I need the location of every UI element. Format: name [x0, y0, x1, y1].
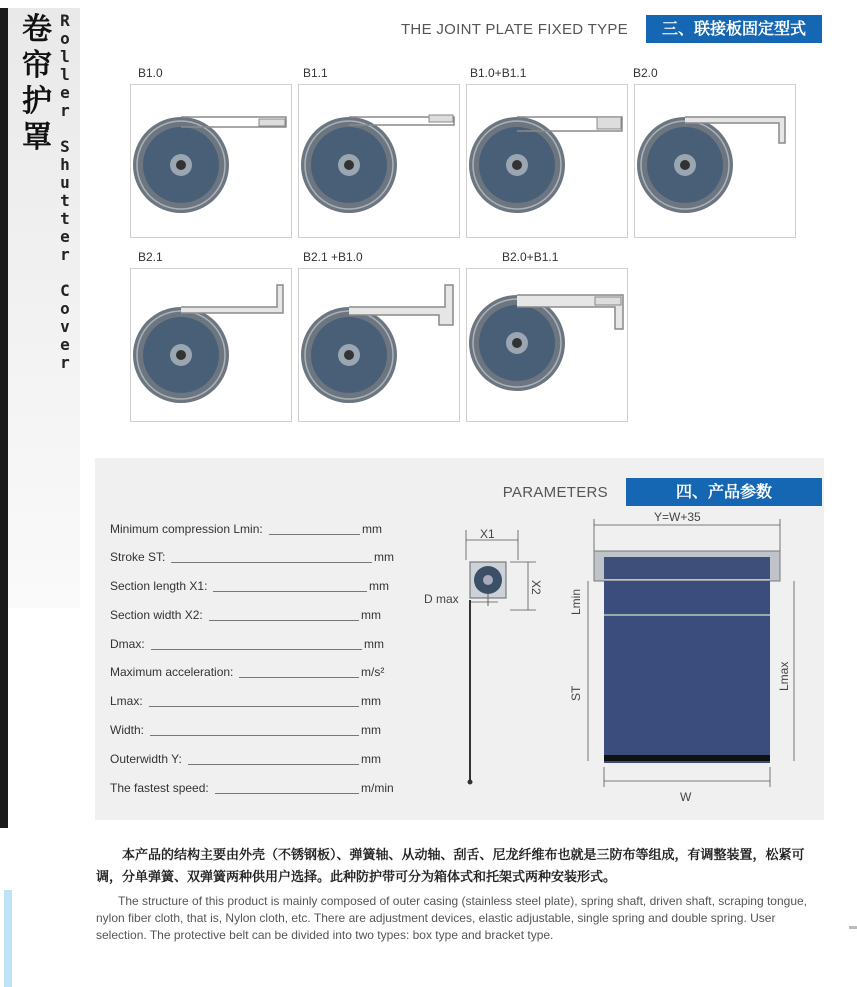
side-title-en [56, 12, 74, 372]
parameter-unit: m/s² [361, 665, 385, 679]
description-en: The structure of this product is mainly composed of outer casing (stainless steel plate), spring shaft, driven shaft, scraping tongue, nylon fiber cloth, that is, Nylon cloth, etc. There are adjustment devices, elastic adjustable, single spring and double spring. User selection. The protective belt can be divided into two types: box type and bracket type. [96, 894, 808, 942]
y-label: Y=W+35 [654, 510, 701, 524]
parameter-label: Width: [110, 723, 145, 737]
parameter-blank [171, 562, 372, 563]
section2-header [503, 477, 822, 507]
side-title-letter: u [60, 173, 70, 192]
parameter-blank [213, 591, 367, 592]
side-title-letter: t [60, 209, 70, 228]
roll-b20-b11-illustration [467, 269, 627, 421]
side-title-letter: l [60, 65, 70, 84]
type-label-b21: B2.1 [138, 250, 163, 264]
parameter-row [110, 694, 410, 710]
parameter-unit: mm [362, 522, 382, 536]
profile-diagram [420, 520, 550, 790]
side-title-letter [56, 120, 74, 138]
lmin-label: Lmin [569, 588, 583, 615]
side-title-letter: r [60, 245, 70, 264]
type-box-b20 [634, 84, 796, 238]
parameter-blank [269, 534, 360, 535]
section1-title-cn: 三、联接板固定型式 [646, 15, 822, 43]
side-title-letter: e [60, 335, 70, 354]
roll-b11-illustration [299, 85, 459, 237]
parameter-row [110, 579, 410, 595]
lmax-label: Lmax [777, 661, 791, 691]
side-title-letter: r [60, 101, 70, 120]
parameter-row [110, 723, 410, 739]
parameter-label: Lmax: [110, 694, 143, 708]
st-label: ST [569, 685, 583, 701]
side-title-letter: v [60, 317, 70, 336]
parameter-row [110, 752, 410, 768]
side-title-cn: 卷 帘 护 罩 [22, 12, 52, 155]
type-label-b10-b11: B1.0+B1.1 [470, 66, 527, 80]
parameter-unit: m/min [361, 781, 394, 795]
parameter-label: Outerwidth Y: [110, 752, 182, 766]
type-box-b10-b11 [466, 84, 628, 238]
roll-b10-b11-illustration [467, 85, 627, 237]
parameter-blank [239, 677, 359, 678]
type-box-b21-b10 [298, 268, 460, 422]
side-title-letter: S [60, 137, 70, 156]
side-title-letter: r [60, 353, 70, 372]
type-label-b11: B1.1 [303, 66, 328, 80]
type-box-b21 [130, 268, 292, 422]
parameter-unit: mm [361, 694, 381, 708]
roll-b21-b10-illustration [299, 269, 459, 421]
type-box-b10 [130, 84, 292, 238]
parameter-row [110, 781, 410, 797]
description-cn: 本产品的结构主要由外壳（不锈钢板）、弹簧轴、从动轴、刮舌、尼龙纤维布也就是三防布等组成，有调整装置，松紧可调，分单弹簧、双弹簧两种供用户选择。此种防护带可分为箱体式和托架式两种安装形式。 [96, 848, 805, 885]
side-title-letter: C [60, 281, 70, 300]
side-title-letter: h [60, 155, 70, 174]
parameter-blank [150, 735, 359, 736]
side-title-letter: l [60, 47, 70, 66]
parameter-blank [149, 706, 359, 707]
x2-label: X2 [529, 580, 543, 595]
side-title-letter: t [60, 191, 70, 210]
type-label-b20-b11: B2.0+B1.1 [502, 250, 559, 264]
parameter-unit: mm [374, 550, 394, 564]
type-box-b11 [298, 84, 460, 238]
parameter-row [110, 608, 410, 624]
roll-b21-illustration [131, 269, 291, 421]
parameter-label: The fastest speed: [110, 781, 209, 795]
parameter-label: Maximum acceleration: [110, 665, 234, 679]
parameter-unit: mm [364, 637, 384, 651]
section2-title-en: PARAMETERS [502, 483, 608, 501]
parameter-label: Section length X1: [110, 579, 208, 593]
roll-b10-illustration [131, 85, 291, 237]
parameter-unit: mm [369, 579, 389, 593]
left-vertical-bar [0, 8, 8, 828]
parameter-row [110, 522, 410, 538]
parameter-label: Section width X2: [110, 608, 203, 622]
parameter-label: Dmax: [110, 637, 145, 651]
side-title-letter: e [60, 83, 70, 102]
w-label: W [680, 790, 692, 804]
side-title-letter: e [60, 227, 70, 246]
decorative-dash [849, 926, 857, 929]
front-diagram [560, 505, 820, 815]
parameter-label: Stroke ST: [110, 550, 166, 564]
parameter-label: Minimum compression Lmin: [110, 522, 263, 536]
parameter-blank [215, 793, 359, 794]
type-label-b10: B1.0 [138, 66, 163, 80]
section2-title-cn: 四、产品参数 [626, 478, 822, 506]
dmax-label: D max [424, 592, 459, 606]
type-label-b21-b10: B2.1 +B1.0 [303, 250, 363, 264]
side-title-letter: o [60, 299, 70, 318]
parameter-blank [209, 620, 359, 621]
section1-title-en: THE JOINT PLATE FIXED TYPE [400, 20, 628, 38]
parameter-row [110, 550, 410, 566]
parameter-unit: mm [361, 723, 381, 737]
type-box-b20-b11 [466, 268, 628, 422]
parameter-row [110, 637, 410, 653]
parameter-unit: mm [361, 608, 381, 622]
parameter-blank [188, 764, 359, 765]
parameter-blank [151, 649, 362, 650]
side-title-letter: R [60, 11, 70, 30]
parameter-row [110, 665, 410, 681]
side-title-letter: o [60, 29, 70, 48]
type-label-b20: B2.0 [633, 66, 658, 80]
decorative-blue-bar [4, 890, 12, 987]
roll-b20-illustration [635, 85, 795, 237]
side-title-letter [56, 264, 74, 282]
section1-header [401, 14, 822, 44]
x1-label: X1 [480, 527, 495, 541]
parameter-unit: mm [361, 752, 381, 766]
